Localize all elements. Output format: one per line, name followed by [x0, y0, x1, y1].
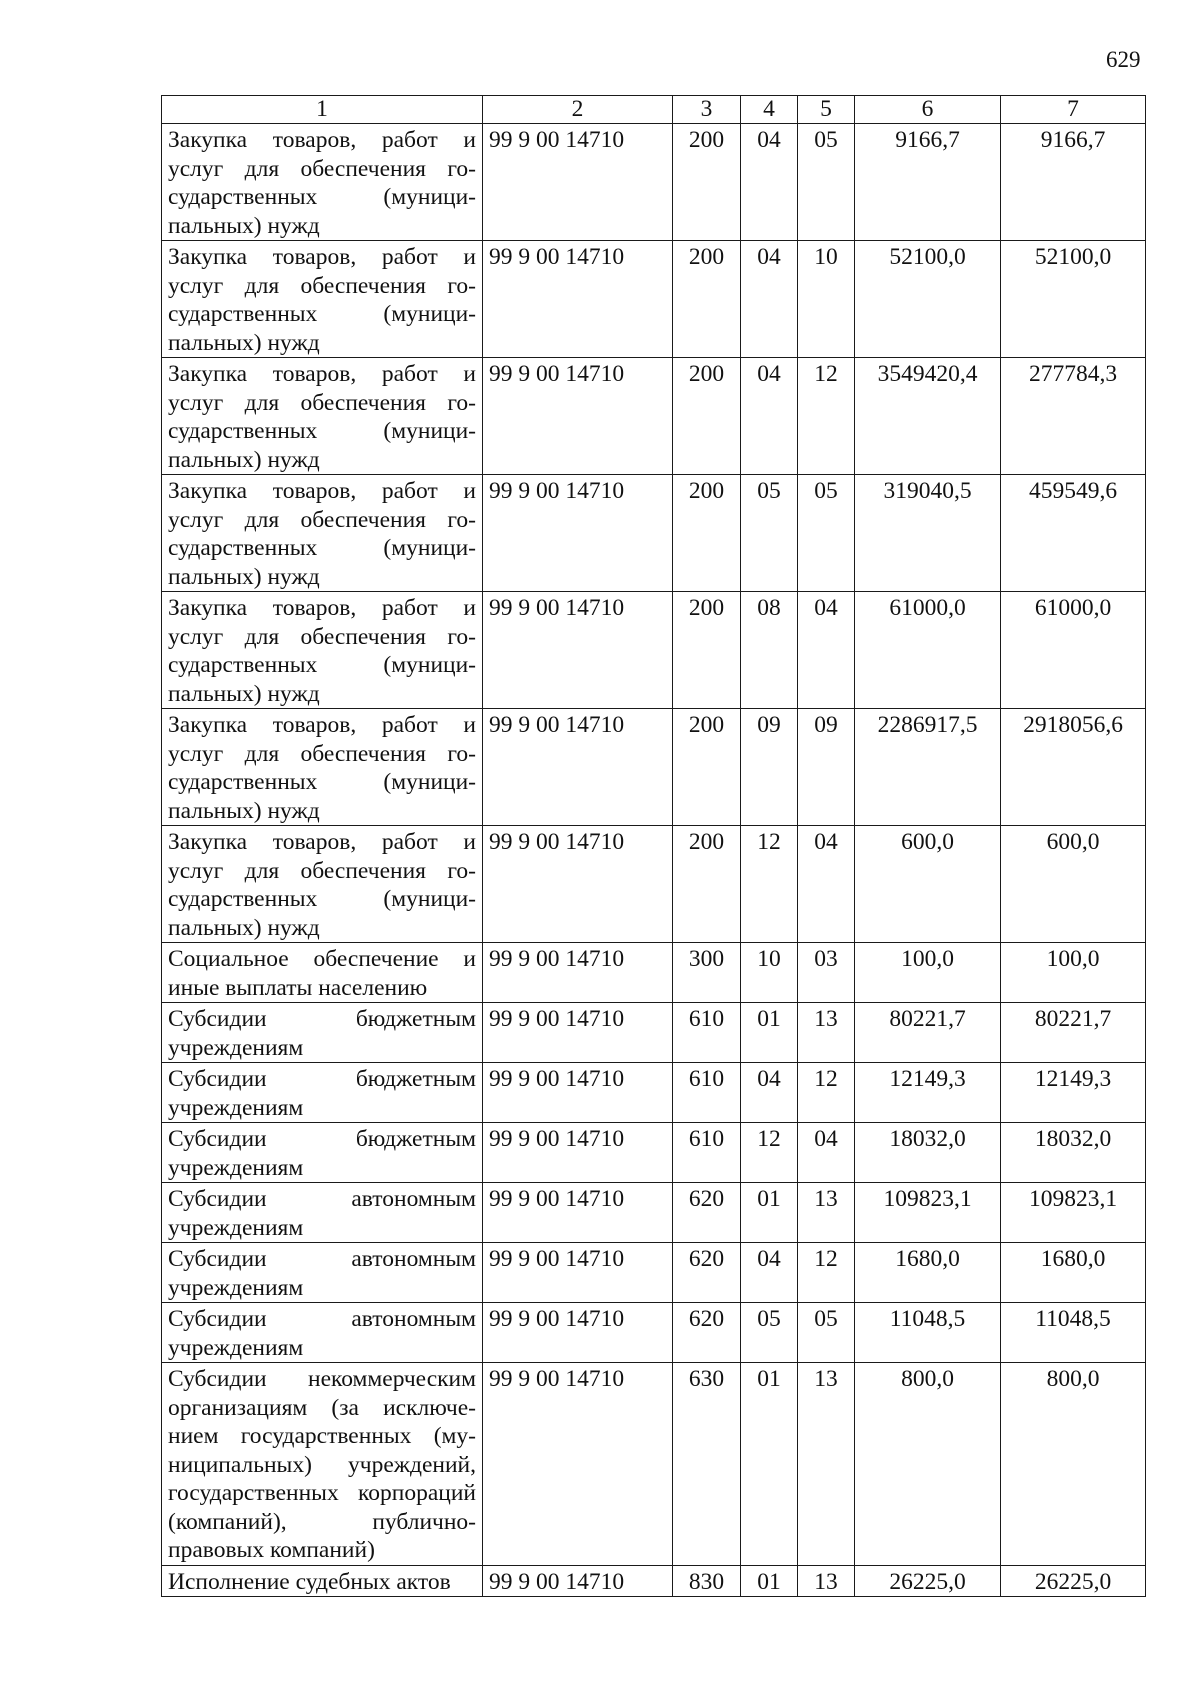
section-code: 05: [741, 1303, 798, 1363]
subsection-code: 13: [798, 1183, 855, 1243]
section-code: 01: [741, 1183, 798, 1243]
table-row: [162, 1303, 1146, 1363]
amount-col-7: 600,0: [1001, 826, 1146, 943]
row-description: Субсидии бюджетным учреждениям: [162, 1003, 483, 1063]
row-description: Закупка товаров, работ и услуг для обеспечения государственных (муниципальных) нужд: [162, 358, 483, 475]
row-description: Закупка товаров, работ и услуг для обеспечения государственных (муниципальных) нужд: [162, 475, 483, 592]
column-header: 3: [673, 96, 741, 124]
row-description: Субсидии автономным учреждениям: [162, 1303, 483, 1363]
amount-col-6: 26225,0: [855, 1565, 1001, 1597]
amount-col-6: 1680,0: [855, 1243, 1001, 1303]
expense-type-code: 200: [673, 709, 741, 826]
amount-col-7: 459549,6: [1001, 475, 1146, 592]
amount-col-6: 12149,3: [855, 1063, 1001, 1123]
column-header: 5: [798, 96, 855, 124]
table-row: [162, 1183, 1146, 1243]
subsection-code: 09: [798, 709, 855, 826]
amount-col-7: 800,0: [1001, 1363, 1146, 1566]
budget-table: [161, 95, 1146, 1597]
amount-col-7: 80221,7: [1001, 1003, 1146, 1063]
target-article-code: 99 9 00 14710: [483, 592, 673, 709]
subsection-code: 04: [798, 826, 855, 943]
table-row: [162, 1565, 1146, 1597]
section-code: 12: [741, 1123, 798, 1183]
target-article-code: 99 9 00 14710: [483, 826, 673, 943]
amount-col-7: 52100,0: [1001, 241, 1146, 358]
amount-col-7: 12149,3: [1001, 1063, 1146, 1123]
section-code: 04: [741, 124, 798, 241]
table-row: [162, 1003, 1146, 1063]
subsection-code: 03: [798, 943, 855, 1003]
amount-col-6: 2286917,5: [855, 709, 1001, 826]
section-code: 05: [741, 475, 798, 592]
table-row: [162, 1063, 1146, 1123]
column-header: 1: [162, 96, 483, 124]
amount-col-7: 9166,7: [1001, 124, 1146, 241]
row-description: Субсидии автономным учреждениям: [162, 1243, 483, 1303]
target-article-code: 99 9 00 14710: [483, 1123, 673, 1183]
expense-type-code: 610: [673, 1123, 741, 1183]
table-row: [162, 1123, 1146, 1183]
table-row: [162, 358, 1146, 475]
target-article-code: 99 9 00 14710: [483, 1363, 673, 1566]
section-code: 04: [741, 1063, 798, 1123]
table-row: [162, 826, 1146, 943]
row-description: Социальное обеспечение и иные выплаты населению: [162, 943, 483, 1003]
amount-col-7: 18032,0: [1001, 1123, 1146, 1183]
subsection-code: 12: [798, 1243, 855, 1303]
section-code: 12: [741, 826, 798, 943]
amount-col-7: 26225,0: [1001, 1565, 1146, 1597]
table-row: [162, 1243, 1146, 1303]
row-description: Закупка товаров, работ и услуг для обеспечения государственных (муниципальных) нужд: [162, 826, 483, 943]
amount-col-6: 61000,0: [855, 592, 1001, 709]
amount-col-7: 100,0: [1001, 943, 1146, 1003]
amount-col-7: 1680,0: [1001, 1243, 1146, 1303]
expense-type-code: 620: [673, 1243, 741, 1303]
subsection-code: 10: [798, 241, 855, 358]
section-code: 01: [741, 1565, 798, 1597]
column-header: 6: [855, 96, 1001, 124]
target-article-code: 99 9 00 14710: [483, 709, 673, 826]
subsection-code: 13: [798, 1003, 855, 1063]
amount-col-6: 52100,0: [855, 241, 1001, 358]
table-row: [162, 943, 1146, 1003]
amount-col-6: 80221,7: [855, 1003, 1001, 1063]
column-header: 2: [483, 96, 673, 124]
expense-type-code: 200: [673, 826, 741, 943]
expense-type-code: 620: [673, 1183, 741, 1243]
column-header: 7: [1001, 96, 1146, 124]
amount-col-7: 277784,3: [1001, 358, 1146, 475]
amount-col-7: 109823,1: [1001, 1183, 1146, 1243]
subsection-code: 13: [798, 1565, 855, 1597]
target-article-code: 99 9 00 14710: [483, 1183, 673, 1243]
target-article-code: 99 9 00 14710: [483, 1243, 673, 1303]
expense-type-code: 200: [673, 124, 741, 241]
subsection-code: 05: [798, 124, 855, 241]
expense-type-code: 610: [673, 1063, 741, 1123]
target-article-code: 99 9 00 14710: [483, 124, 673, 241]
table-row: [162, 475, 1146, 592]
amount-col-6: 100,0: [855, 943, 1001, 1003]
expense-type-code: 300: [673, 943, 741, 1003]
row-description: Субсидии бюджетным учреждениям: [162, 1123, 483, 1183]
section-code: 04: [741, 241, 798, 358]
page-number: 629: [1106, 47, 1141, 72]
target-article-code: 99 9 00 14710: [483, 1565, 673, 1597]
subsection-code: 05: [798, 475, 855, 592]
target-article-code: 99 9 00 14710: [483, 1303, 673, 1363]
amount-col-6: 3549420,4: [855, 358, 1001, 475]
expense-type-code: 200: [673, 592, 741, 709]
section-code: 09: [741, 709, 798, 826]
row-description: Закупка товаров, работ и услуг для обеспечения государственных (муниципальных) нужд: [162, 241, 483, 358]
expense-type-code: 200: [673, 475, 741, 592]
subsection-code: 13: [798, 1363, 855, 1566]
row-description: Закупка товаров, работ и услуг для обеспечения государственных (муниципальных) нужд: [162, 709, 483, 826]
expense-type-code: 200: [673, 358, 741, 475]
table-row: [162, 241, 1146, 358]
row-description: Субсидии автономным учреждениям: [162, 1183, 483, 1243]
subsection-code: 05: [798, 1303, 855, 1363]
section-code: 04: [741, 358, 798, 475]
table-row: [162, 124, 1146, 241]
column-header: 4: [741, 96, 798, 124]
target-article-code: 99 9 00 14710: [483, 241, 673, 358]
amount-col-6: 319040,5: [855, 475, 1001, 592]
row-description: Субсидии некоммерческим организациям (за исключением государственных (муниципальных) учреждений, государственных корпораций (компаний), публично-правовых компаний): [162, 1363, 483, 1566]
subsection-code: 12: [798, 1063, 855, 1123]
table-row: [162, 709, 1146, 826]
amount-col-6: 109823,1: [855, 1183, 1001, 1243]
amount-col-6: 800,0: [855, 1363, 1001, 1566]
amount-col-7: 11048,5: [1001, 1303, 1146, 1363]
target-article-code: 99 9 00 14710: [483, 475, 673, 592]
target-article-code: 99 9 00 14710: [483, 358, 673, 475]
subsection-code: 12: [798, 358, 855, 475]
table-row: [162, 1363, 1146, 1566]
expense-type-code: 200: [673, 241, 741, 358]
subsection-code: 04: [798, 592, 855, 709]
expense-type-code: 610: [673, 1003, 741, 1063]
section-code: 01: [741, 1003, 798, 1063]
expense-type-code: 830: [673, 1565, 741, 1597]
row-description: Исполнение судебных актов: [162, 1565, 483, 1597]
row-description: Субсидии бюджетным учреждениям: [162, 1063, 483, 1123]
section-code: 04: [741, 1243, 798, 1303]
target-article-code: 99 9 00 14710: [483, 1063, 673, 1123]
subsection-code: 04: [798, 1123, 855, 1183]
header-row: [162, 96, 1146, 124]
row-description: Закупка товаров, работ и услуг для обеспечения государственных (муниципальных) нужд: [162, 592, 483, 709]
amount-col-6: 18032,0: [855, 1123, 1001, 1183]
target-article-code: 99 9 00 14710: [483, 943, 673, 1003]
expense-type-code: 620: [673, 1303, 741, 1363]
amount-col-7: 2918056,6: [1001, 709, 1146, 826]
table-row: [162, 592, 1146, 709]
section-code: 01: [741, 1363, 798, 1566]
target-article-code: 99 9 00 14710: [483, 1003, 673, 1063]
amount-col-6: 11048,5: [855, 1303, 1001, 1363]
amount-col-6: 600,0: [855, 826, 1001, 943]
amount-col-7: 61000,0: [1001, 592, 1146, 709]
expense-type-code: 630: [673, 1363, 741, 1566]
row-description: Закупка товаров, работ и услуг для обеспечения государственных (муниципальных) нужд: [162, 124, 483, 241]
section-code: 10: [741, 943, 798, 1003]
amount-col-6: 9166,7: [855, 124, 1001, 241]
section-code: 08: [741, 592, 798, 709]
